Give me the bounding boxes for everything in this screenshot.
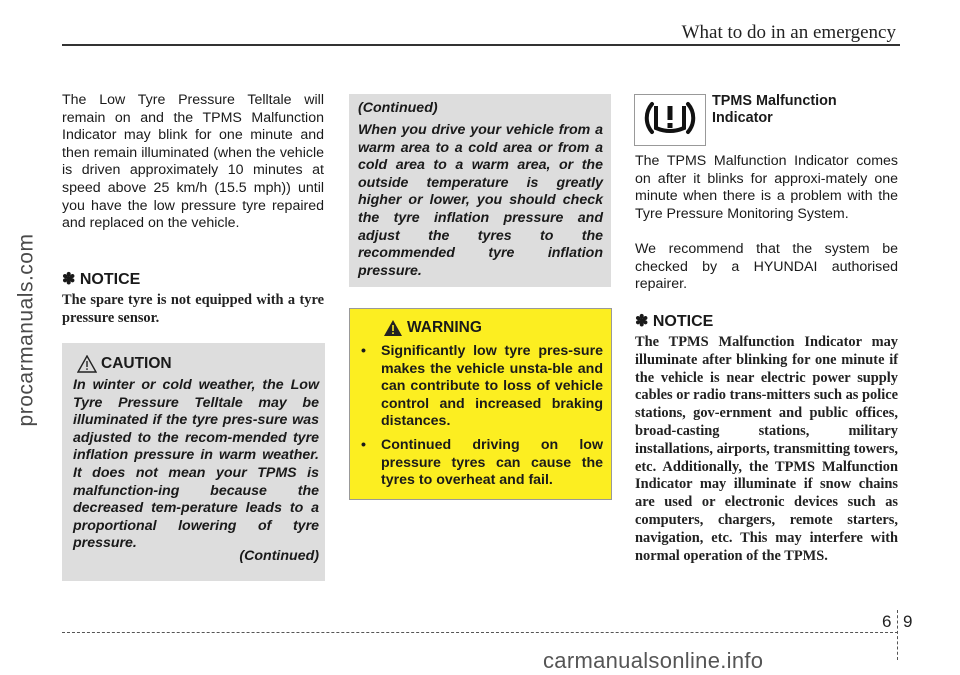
continued-heading: (Continued) (358, 100, 438, 116)
notice-spare-tyre (62, 269, 324, 328)
tpms-icon-box (634, 94, 706, 146)
notice-star-icon: ✽ (62, 271, 76, 288)
tpms-malfunction-icon (642, 98, 698, 143)
notice-star-icon: ✽ (635, 313, 649, 330)
page-number: 9 (903, 612, 913, 631)
notice-body: The TPMS Malfunction Indicator may illuminate after blinking for one minute if the vehicle is near electric power supply cables or radio trans-mitters such as police stations, gov-ernment and public offices, broad-casting stations, military installations, airports, transmitting towers, etc. Additionally, the TPMS Malfunction Indicator may illuminate if snow chains are used or electronic devices such as computers, chargers, remote starters, navigation, etc. This may interfere with normal operation of the TPMS. (635, 334, 899, 564)
page-number-divider (897, 610, 898, 660)
footer-divider (62, 632, 898, 633)
caution-triangle-icon (77, 355, 97, 373)
section-title: What to do in an emergency (681, 22, 896, 43)
continued-box (349, 94, 611, 287)
side-watermark (8, 110, 44, 550)
notice-label: NOTICE (652, 313, 714, 330)
caution-body: In winter or cold weather, the Low Tyre Pressure Telltale may be illuminated if the tyre pres-sure was adjusted to the recom-mended tyre inflation pressure in warm weather. It does not mean your TPMS is malfunction-ing because the decreased tem-perature leads to a proportional lowering of tyre pressure. (73, 377, 319, 552)
notice-heading (635, 311, 898, 331)
warning-list (359, 343, 603, 496)
tpms-indicator-title: TPMS Malfunction Indicator (712, 93, 837, 126)
notice-tpms (635, 311, 898, 565)
warning-item: • Significantly low tyre pres-sure makes the vehicle unsta-ble and can contribute to loss of vehicle control and increased braking distances. (361, 343, 603, 430)
tpms-paragraph-1: The TPMS Malfunction Indicator comes on after it blinks for approxi-mately one minute when there is a problem with the Tyre Pressure Monitoring System. (635, 153, 898, 222)
notice-body: The spare tyre is not equipped with a tyre pressure sensor. (62, 292, 324, 326)
notice-label: NOTICE (79, 271, 141, 288)
caution-heading (77, 355, 172, 373)
continued-body: When you drive your vehicle from a warm area to a cold area or from a cold area to a warm area, or the outside temperature is greatly higher or lower, you should check the tyre inflation pressure and adjust the tyres to the recommended tyre inflation pressure. (358, 122, 603, 279)
caution-label: CAUTION (101, 355, 172, 372)
warning-box (349, 308, 612, 500)
chapter-number: 6 (882, 612, 892, 631)
warning-triangle-icon (383, 319, 403, 337)
header-divider (62, 44, 900, 46)
warning-heading (383, 319, 482, 337)
bottom-watermark: carmanualsonline.info (543, 648, 764, 673)
telltale-paragraph: The Low Tyre Pressure Telltale will remain on and the TPMS Malfunction Indicator may blink for one minute and then remain illuminated (when the vehicle is driven approximately 10 minutes at speed above 25 km/h (15.5 mph)) until you have the low pressure tyre repaired and replaced on the vehicle. (62, 92, 324, 232)
side-watermark-text: procarmanuals.com (14, 233, 37, 427)
tpms-paragraph-2: We recommend that the system be checked by a HYUNDAI authorised repairer. (635, 241, 898, 293)
caution-box (62, 343, 325, 581)
warning-item: • Continued driving on low pressure tyres can cause the tyres to overheat and fail. (361, 436, 603, 489)
notice-heading (62, 269, 324, 289)
caution-continued: (Continued) (239, 548, 319, 564)
warning-label: WARNING (407, 319, 482, 336)
